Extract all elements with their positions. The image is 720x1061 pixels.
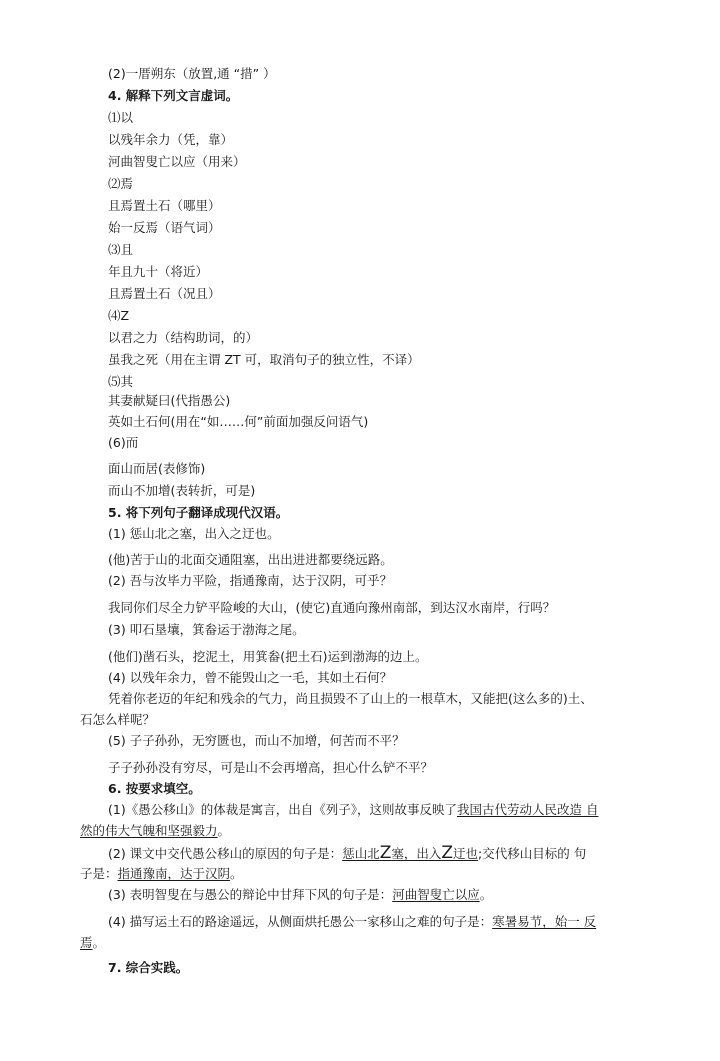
blank-text: 。: [479, 887, 493, 902]
text-line: 其妻献疑曰(代指愚公): [108, 393, 231, 408]
blank-text: 。: [92, 935, 106, 950]
question-heading: 7. 综合实践。: [108, 960, 189, 975]
text-line: (他)苦于山的北面交通阻塞，出出进进都要绕远路。: [108, 552, 393, 567]
blank-text: 。: [230, 866, 243, 881]
blank-answer: 焉: [80, 935, 93, 950]
blank-answer: 然的伟大气魄和坚强毅力: [80, 823, 218, 838]
text-line: ⑴以: [108, 110, 134, 125]
question-heading: 6. 按要求填空。: [108, 781, 201, 796]
text-line: 子子孙孙没有穷尽，可是山不会再增高，担心什么铲不平？: [108, 760, 434, 775]
text-line: 河曲智叟亡以应（用来）: [108, 154, 246, 169]
blank-text: (4) 描写运土石的路途遥远，从侧面烘托愚公一家移山之难的句子是：: [108, 914, 493, 929]
text-line: 虽我之死（用在主谓 ZT 可，取消句子的独立性，不译）: [108, 352, 420, 367]
question-heading: 4. 解释下列文言虚词。: [108, 88, 239, 103]
answer-part: 迂也: [453, 846, 479, 861]
text-line: 始一反焉（语气词）: [108, 220, 221, 235]
fill-blank-1: [108, 802, 598, 818]
text-line: 我同你们尽全力铲平险峻的大山，(使它)直通向豫州南部，到达汉水南岸，行吗？: [108, 600, 556, 615]
text-line: (6)而: [108, 435, 139, 450]
blank-answer: 河曲智叟亡以应: [392, 887, 480, 902]
blank-answer: 指通豫南，达于汉阴: [117, 866, 231, 881]
fill-blank-3: [108, 887, 492, 903]
text-line: 英如土石何(用在“如……何”前面加强反问语气): [108, 414, 369, 429]
text-line: 凭着你老迈的年纪和残余的气力，尚且损毁不了山上的一根草木，又能把(这么多的)土、: [108, 691, 593, 706]
blank-answer: 我国古代劳动人民改造 自: [456, 802, 599, 817]
fill-blank-4-cont: [80, 935, 105, 951]
fill-blank-2: [108, 845, 586, 862]
answer-glyph: Z: [379, 843, 392, 863]
blank-text: (2) 课文中交代愚公移山的原因的句子是：: [108, 846, 343, 861]
text-line: 且焉置土石（哪里）: [108, 198, 221, 213]
text-line: (他们)凿石头，挖泥土，用箕畚(把土石)运到渤海的边上。: [108, 649, 428, 664]
answer-part: 惩山北: [342, 846, 380, 861]
text-line: ⑷Z: [108, 308, 130, 323]
blank-text: 。: [217, 823, 231, 838]
text-line: (3) 叩石垦壤，箕畚运于渤海之尾。: [108, 622, 305, 637]
fill-blank-1-cont: [80, 823, 230, 839]
text-line: (4) 以残年余力，曾不能毁山之一毛，其如土石何？: [108, 670, 393, 685]
text-line: (1) 惩山北之塞，出入之迂也。: [108, 526, 280, 541]
answer-glyph: Z: [441, 843, 454, 863]
text-line: (2)一厝朔东（放置,通 “措” ）: [108, 66, 276, 81]
text-line: 以君之力（结构助词，的）: [108, 330, 259, 345]
text-line: 面山而居(表修饰): [108, 461, 206, 476]
blank-text: (3) 表明智叟在与愚公的辩论中甘拜下风的句子是：: [108, 887, 393, 902]
fill-blank-2-cont: [80, 866, 243, 882]
text-line: ⑵焉: [108, 176, 134, 191]
text-line: ⑸其: [108, 374, 134, 389]
question-heading: 5. 将下列句子翻译成现代汉语。: [108, 505, 289, 520]
text-line: 而山不加增(表转折，可是): [108, 483, 256, 498]
text-line: ⑶且: [108, 242, 134, 257]
blank-text: ;交代移山目标的 句: [478, 846, 587, 861]
blank-text: 子是：: [80, 866, 118, 881]
fill-blank-4: [108, 914, 596, 930]
blank-answer: 寒暑易节，始一 反: [492, 914, 597, 929]
text-line: 以残年余力（凭，靠）: [108, 132, 234, 147]
text-line: 年且九十（将近）: [108, 264, 209, 279]
answer-part: 塞，出入: [391, 846, 442, 861]
text-line: 石怎么样呢？: [80, 712, 156, 727]
text-line: (5) 子子孙孙，无穷匮也，而山不加增，何苦而不平？: [108, 733, 405, 748]
blank-text: (1)《愚公移山》的体裁是寓言，出自《列子》，这则故事反映了: [108, 802, 457, 817]
text-line: 且焉置土石（况且）: [108, 286, 221, 301]
blank-answer: [342, 843, 479, 863]
text-line: (2) 吾与汝毕力平险，指通豫南，达于汉阴，可乎？: [108, 573, 393, 588]
